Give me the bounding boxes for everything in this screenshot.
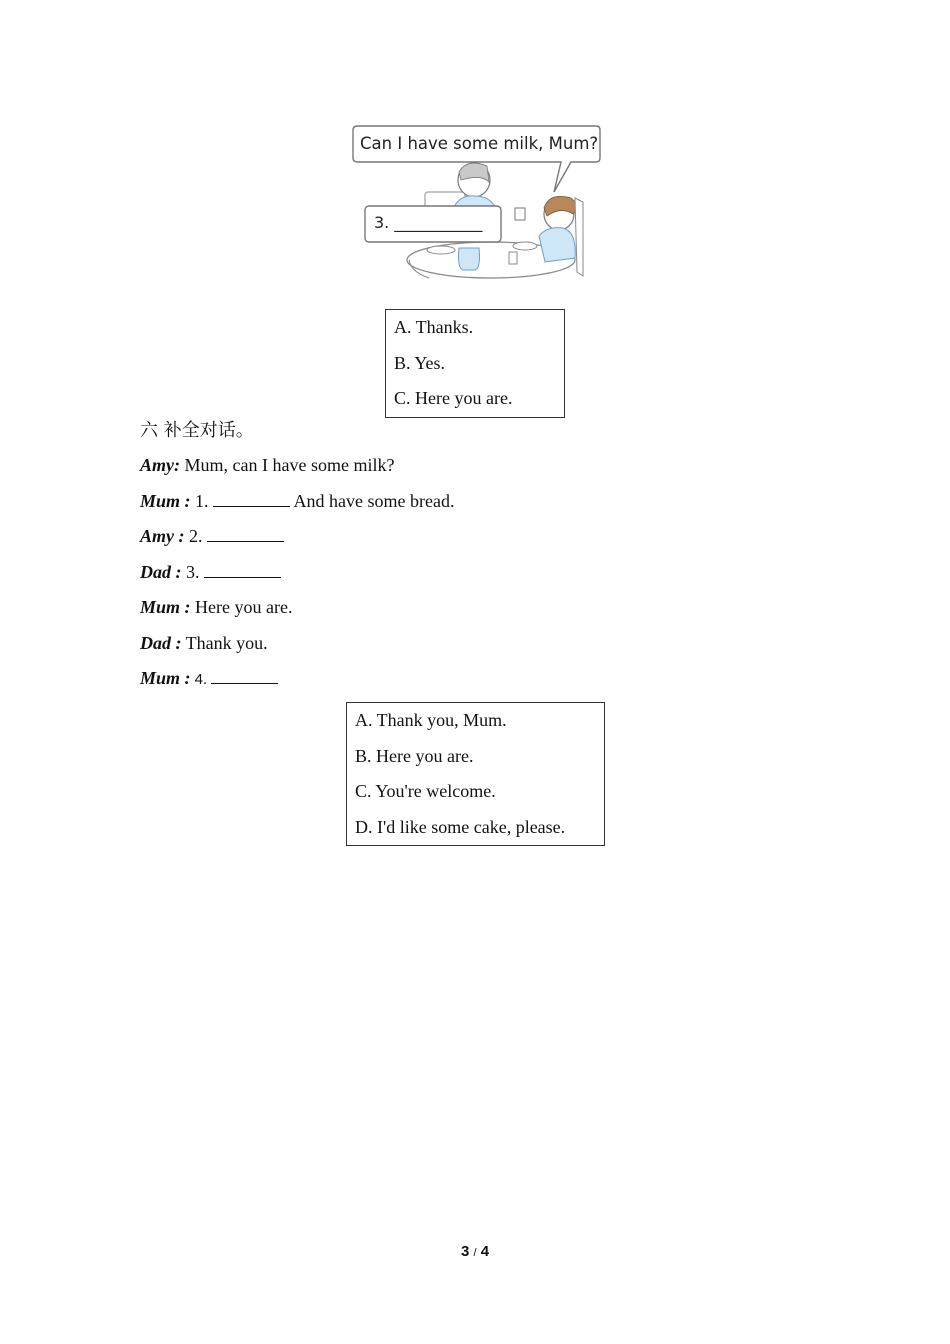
dialogue-line [140,594,454,630]
option-c: C. Here you are. [394,388,513,408]
line-text: And have some bread. [290,490,455,511]
answer-blank-text: 3. ___________ [374,213,483,232]
blank-number: 3. [181,561,204,582]
dialogue-line [140,665,454,701]
line-text: Thank you. [181,632,268,653]
current-page: 3 [460,1243,470,1260]
speaker: Dad : [140,561,182,582]
dialogue-line [140,523,454,559]
page-number [0,1243,950,1260]
options-box-1 [385,309,565,418]
speaker: Dad : [140,632,182,653]
section-title: 六 补全对话。 [140,420,254,441]
speaker: Mum : [140,668,191,688]
speaker: Amy: [140,455,180,475]
dialogue-illustration [349,122,603,282]
line-text: Mum, can I have some milk? [180,455,395,475]
option-a: A. Thank you, Mum. [355,710,507,730]
answer-blank [207,524,284,542]
option-b: B. Yes. [394,352,446,373]
options-box-2 [346,702,605,846]
option-a: A. Thanks. [394,317,474,337]
option-c: C. You're welcome. [355,781,496,801]
blank-number: 1. [190,490,214,511]
dialogue-line [140,452,454,488]
blank-number: 2. [184,526,207,546]
dialogue-line [140,630,454,666]
dialogue-line [140,488,454,524]
answer-blank [204,560,281,578]
answer-blank [213,489,290,507]
dialogue [140,452,454,701]
total-pages: 4 [480,1243,490,1260]
blank-number: 4. [190,671,212,688]
speaker: Mum : [140,490,191,511]
answer-blank [211,666,278,684]
speaker: Mum : [140,597,191,617]
page-separator: / [473,1247,477,1259]
option-d: D. I'd like some cake, please. [355,816,566,837]
speech-bubble-text: Can I have some milk, Mum? [360,134,599,153]
speaker: Amy : [140,526,185,546]
dialogue-line [140,559,454,595]
option-b: B. Here you are. [355,745,474,766]
line-text: Here you are. [190,597,293,617]
